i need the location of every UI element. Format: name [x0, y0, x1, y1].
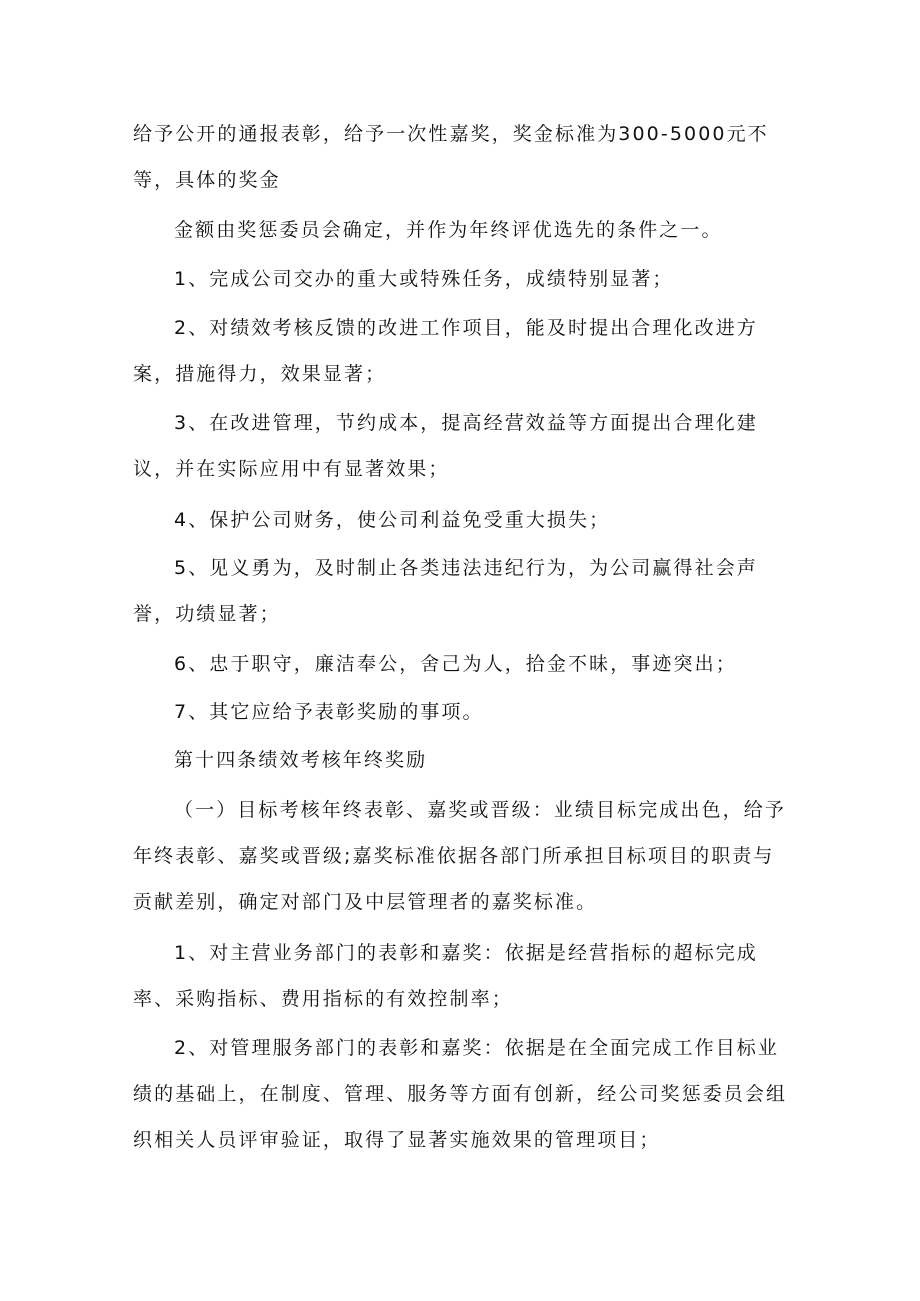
- paragraph-bonus-intro: 给予公开的通报表彰，给予一次性嘉奖，奖金标准为300-5000元不等，具体的奖金: [133, 123, 769, 191]
- section-heading-article-14: 第十四条绩效考核年终奖励: [174, 749, 428, 771]
- paragraph-item-4: 4、保护公司财务，使公司利益免受重大损失；: [174, 509, 611, 531]
- paragraph-item-3: 3、在改进管理，节约成本，提高经营效益等方面提出合理化建议，并在实际应用中有显著效果；: [133, 412, 758, 480]
- paragraph-target-assessment: （一）目标考核年终表彰、嘉奖或晋级：业绩目标完成出色，给予年终表彰、嘉奖或晋级;嘉奖标准依据各部门所承担目标项目的职责与贡献差别，确定对部门及中层管理者的嘉奖标准。: [133, 799, 786, 913]
- paragraph-item-5: 5、见义勇为，及时制止各类违法违纪行为，为公司赢得社会声誉，功绩显著；: [133, 557, 758, 625]
- paragraph-item-1: 1、完成公司交办的重大或特殊任务，成绩特别显著；: [174, 268, 674, 290]
- paragraph-item-2: 2、对绩效考核反馈的改进工作项目，能及时提出合理化改进方案，措施得力，效果显著；: [133, 317, 758, 385]
- paragraph-item-7: 7、其它应给予表彰奖励的事项。: [174, 701, 484, 723]
- paragraph-item-6: 6、忠于职守，廉洁奉公，舍己为人，拾金不昧，事迹突出；: [174, 653, 737, 675]
- paragraph-management-service-award: 2、对管理服务部门的表彰和嘉奖：依据是在全面完成工作目标业绩的基础上，在制度、管理、服务等方面有创新，经公司奖惩委员会组织相关人员评审验证，取得了显著实施效果的管理项目；: [133, 1037, 788, 1151]
- paragraph-main-business-award: 1、对主营业务部门的表彰和嘉奖：依据是经营指标的超标完成率、采购指标、费用指标的有效控制率；: [133, 942, 758, 1010]
- paragraph-bonus-amount: 金额由奖惩委员会确定，并作为年终评优选先的条件之一。: [174, 219, 723, 241]
